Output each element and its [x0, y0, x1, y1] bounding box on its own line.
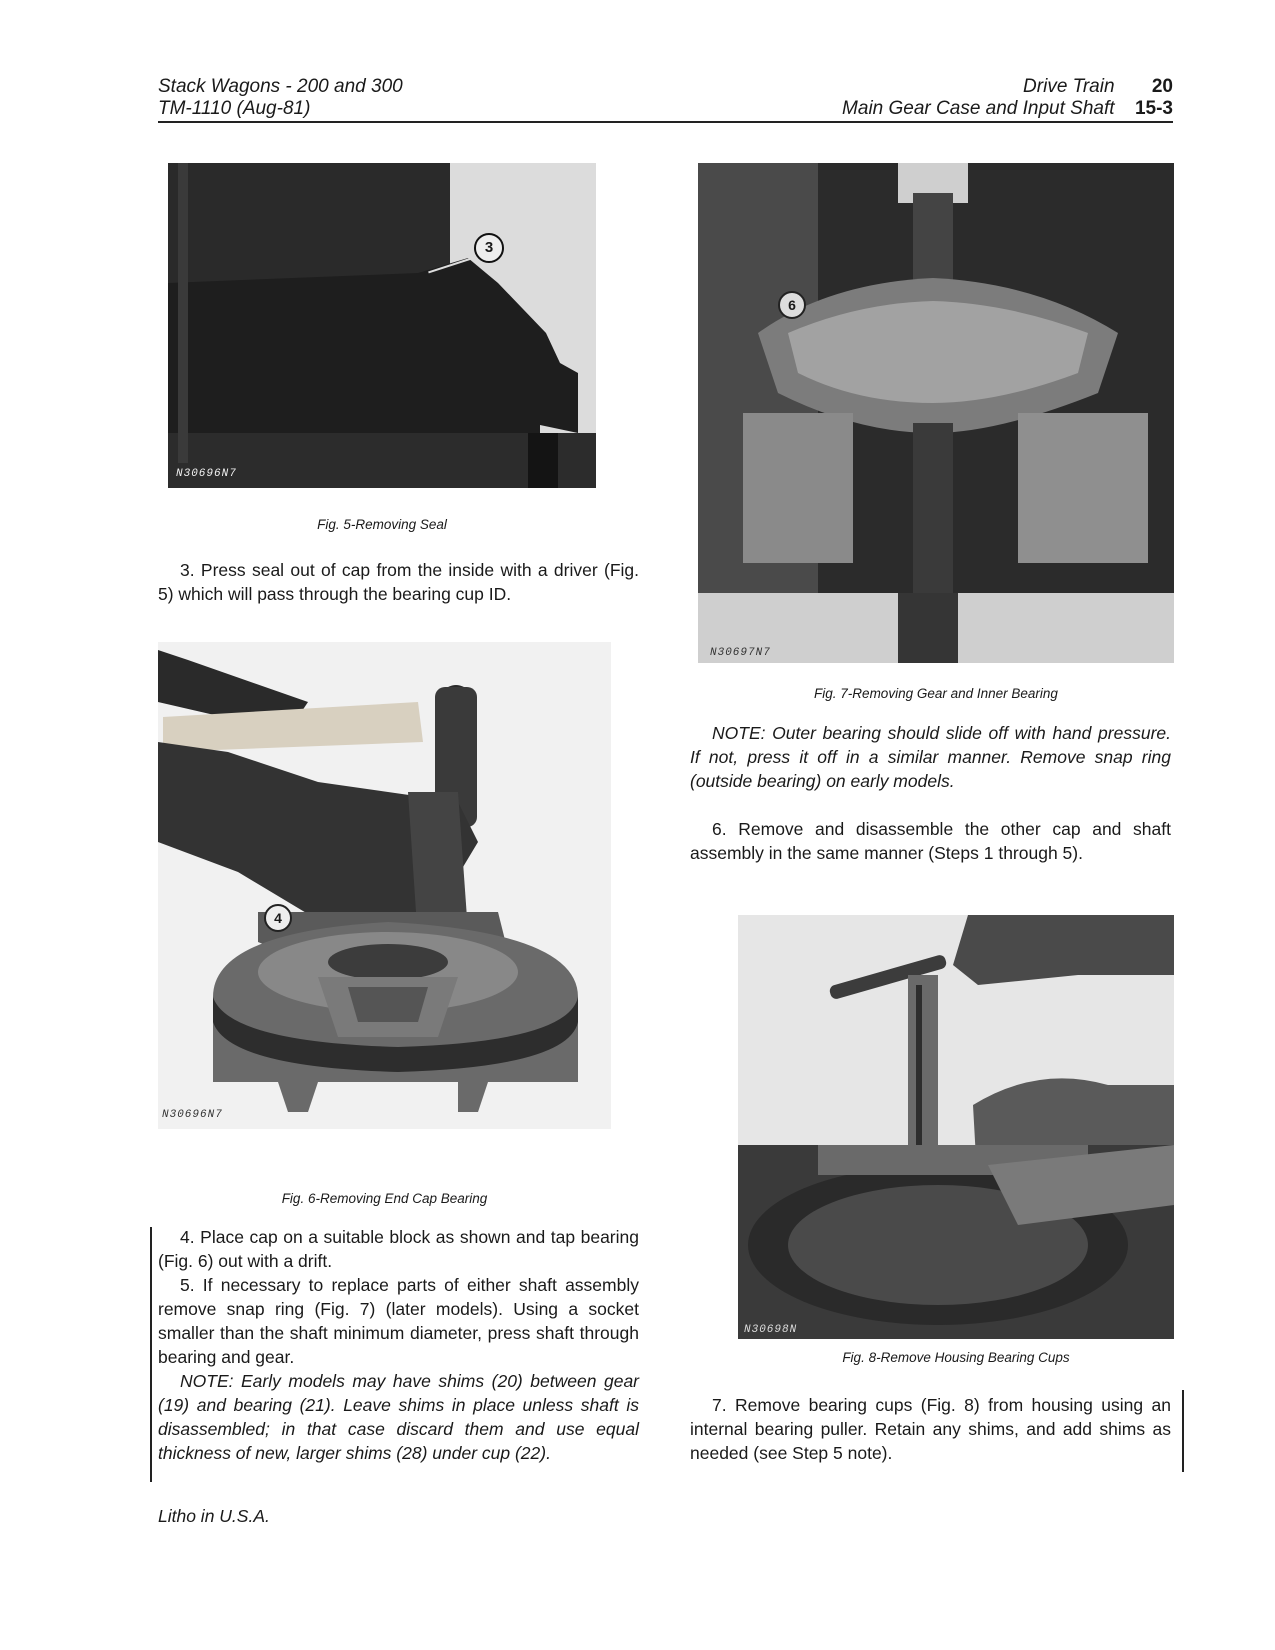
callout-6: 6 [778, 291, 806, 319]
callout-3: 3 [474, 233, 504, 263]
footer-litho: Litho in U.S.A. [158, 1506, 270, 1526]
figure-6-photo-code: N30696N7 [162, 1109, 223, 1121]
header-section [1023, 76, 1173, 98]
figure-5-caption: Fig. 5-Removing Seal [317, 517, 447, 532]
figure-7-caption: Fig. 7-Removing Gear and Inner Bearing [814, 686, 1058, 701]
steps-4-5-block [158, 1225, 639, 1465]
header-rule [158, 121, 1173, 123]
callout-4: 4 [264, 904, 292, 932]
figure-6-caption: Fig. 6-Removing End Cap Bearing [281, 1191, 488, 1206]
figure-5-photo-code: N30696N7 [176, 468, 237, 480]
figure-5-photo [168, 163, 596, 488]
step-4-paragraph: 4. Place cap on a suitable block as shown and tap bearing (Fig. 6) out with a drift. [158, 1227, 639, 1271]
right-change-bar [1182, 1390, 1184, 1472]
figure-8-photo [738, 915, 1174, 1339]
step-7-block [690, 1393, 1171, 1465]
figure-7-photo-code: N30697N7 [710, 647, 771, 659]
figure-8-caption: Fig. 8-Remove Housing Bearing Cups [842, 1350, 1070, 1365]
header-manual-title: Stack Wagons - 200 and 300 [158, 76, 403, 97]
header-page-number: 15-3 [1134, 98, 1173, 119]
figure-8-photo-code: N30698N [744, 1324, 798, 1336]
right-note-block [690, 721, 1171, 793]
step-7-paragraph: 7. Remove bearing cups (Fig. 8) from housing using an internal bearing puller. Retain any shims, and add shims as needed (see Step 5 note). [690, 1395, 1171, 1463]
step-6-block [690, 817, 1171, 865]
header-section-title: Drive Train [1023, 76, 1115, 97]
step-3-text [158, 558, 639, 606]
header-manual-id: TM-1110 (Aug-81) [158, 98, 311, 119]
header-subsection [842, 98, 1173, 120]
figure-6-photo [158, 642, 611, 1129]
header-section-number: 20 [1151, 76, 1173, 97]
step-6-paragraph: 6. Remove and disassemble the other cap and shaft assembly in the same manner (Steps 1 through 5). [690, 819, 1171, 863]
left-change-bar [150, 1227, 152, 1482]
step-5-paragraph: 5. If necessary to replace parts of either shaft assembly remove snap ring (Fig. 7) (later models). Using a socket smaller than the shaft minimum diameter, press shaft through bearing and gear. [158, 1275, 639, 1367]
note-outer-bearing-paragraph: NOTE: Outer bearing should slide off with hand pressure. If not, press it off in a similar manner. Remove snap ring (outside bearing) on early models. [690, 723, 1171, 791]
figure-7-photo [698, 163, 1174, 663]
header-subsection-title: Main Gear Case and Input Shaft [842, 98, 1115, 119]
step-3-paragraph: 3. Press seal out of cap from the inside with a driver (Fig. 5) which will pass through the bearing cup ID. [158, 560, 639, 604]
note-shims-paragraph: NOTE: Early models may have shims (20) between gear (19) and bearing (21). Leave shims in place unless shaft is disassembled; in that case discard them and use equal thickness of new, larger shims (28) under cup (22). [158, 1371, 639, 1463]
